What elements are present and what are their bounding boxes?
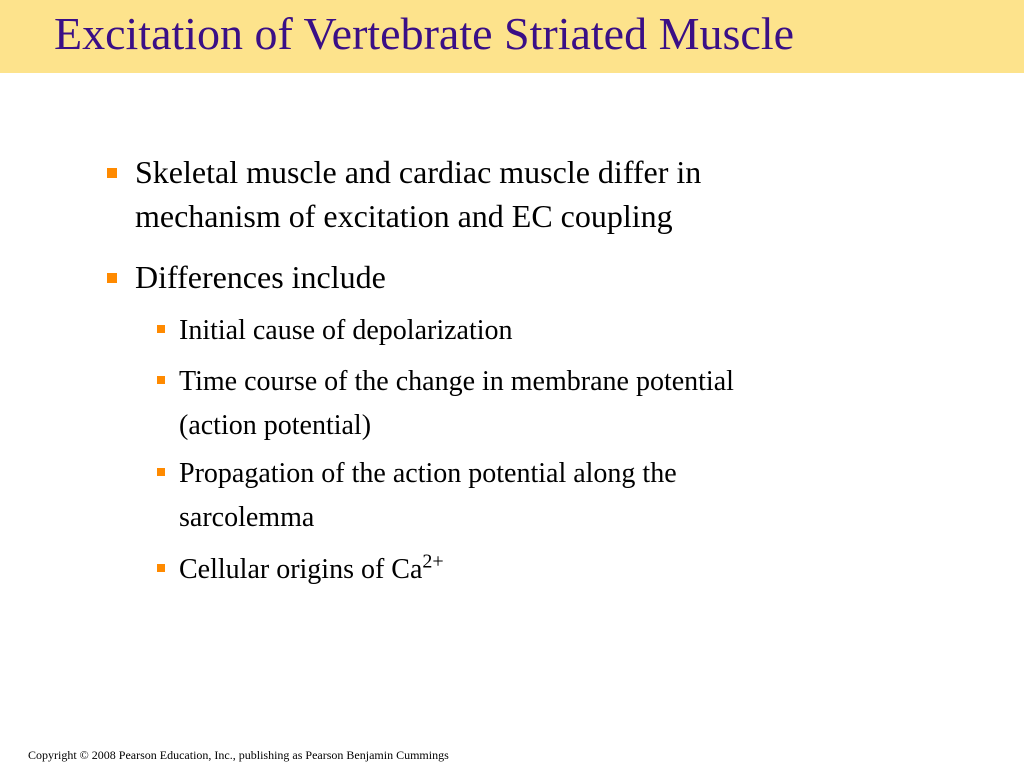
square-bullet-icon bbox=[107, 168, 117, 178]
sub-bullet-item-calcium-origins bbox=[179, 548, 919, 592]
sub-bullet-item-time-course bbox=[179, 360, 919, 448]
calcium-superscript: 2+ bbox=[422, 550, 444, 573]
sub-bullet-text-line: Initial cause of depolarization bbox=[179, 315, 513, 346]
sub-bullet-text-line: (action potential) bbox=[179, 410, 372, 441]
bullet-text-line: Skeletal muscle and cardiac muscle differ in bbox=[135, 154, 702, 190]
sub-bullet-text-line: sarcolemma bbox=[179, 502, 315, 533]
slide-title: Excitation of Vertebrate Striated Muscle bbox=[54, 8, 795, 59]
sub-bullet-item-depolarization bbox=[179, 309, 919, 353]
bullet-text-line: Differences include bbox=[135, 259, 386, 295]
copyright-footer: Copyright © 2008 Pearson Education, Inc., publishing as Pearson Benjamin Cummings bbox=[28, 748, 449, 762]
sub-bullet-text-line: Propagation of the action potential along the bbox=[179, 458, 677, 489]
bullet-item-differences bbox=[135, 255, 875, 299]
sub-bullet-item-propagation bbox=[179, 452, 919, 540]
sub-bullet-text: Cellular origins of Ca bbox=[179, 554, 423, 585]
square-bullet-icon bbox=[157, 376, 165, 384]
sub-bullet-text-line: Time course of the change in membrane potential bbox=[179, 366, 734, 397]
square-bullet-icon bbox=[157, 325, 165, 333]
bullet-text-line: mechanism of excitation and EC coupling bbox=[135, 198, 673, 234]
square-bullet-icon bbox=[157, 564, 165, 572]
bullet-item-skeletal-cardiac bbox=[135, 150, 875, 238]
square-bullet-icon bbox=[157, 468, 165, 476]
square-bullet-icon bbox=[107, 273, 117, 283]
